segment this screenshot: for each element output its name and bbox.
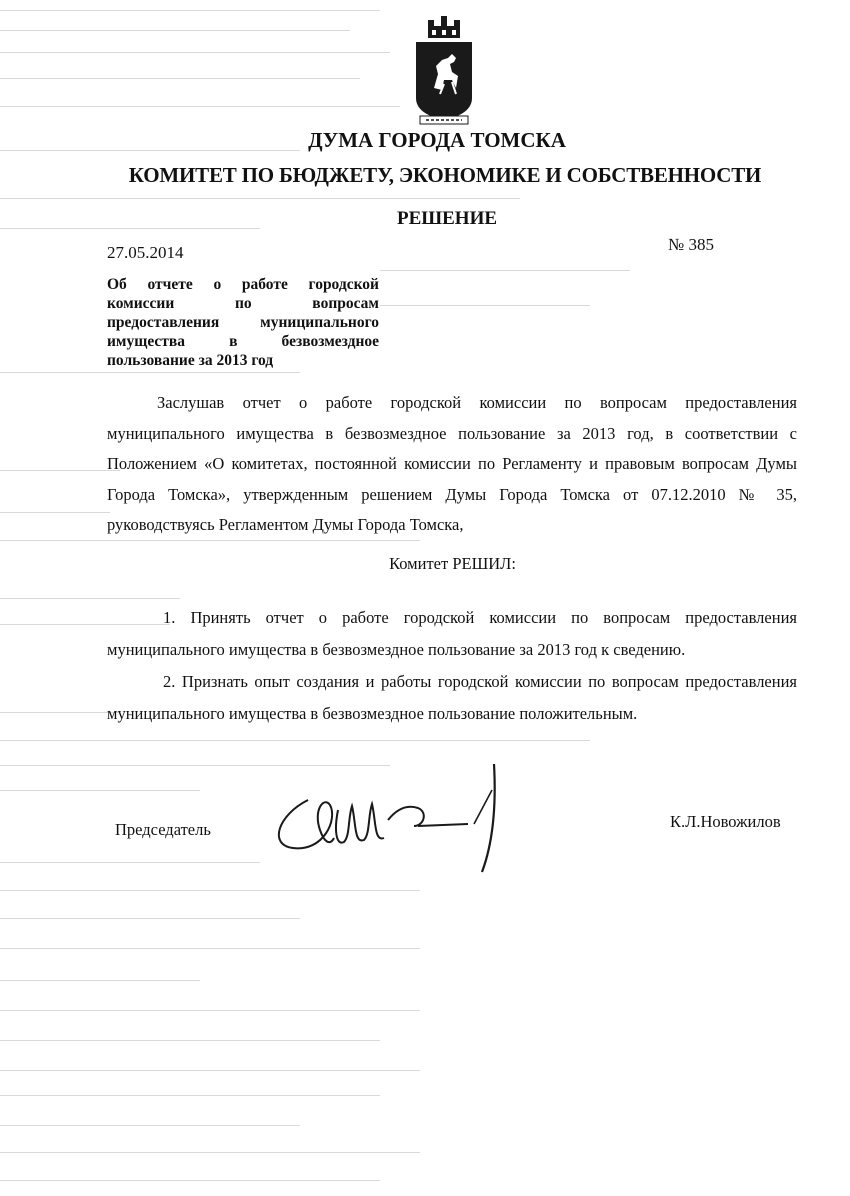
- decided-heading: [0, 554, 850, 574]
- document-date: 27.05.2014: [107, 243, 184, 262]
- signatory-name: К.Л.Новожилов: [670, 812, 781, 831]
- preamble-paragraph: Заслушав отчет о работе городской комиссии по вопросам предоставления муниципального имущества в безвозмездное пользование за 2013 год, в соответствии с Положением «О комитетах, постоянной комиссии по Регламенту и правовым вопросам Думы Города Томска», утвержденным решением Думы Города Томска от 07.12.2010 № 35, руководствуясь Регламентом Думы Города Томска,: [107, 393, 797, 534]
- document-subject: Об отчете о работе городской комиссии по вопросам предоставления муниципального имущества в безвозмездное пользование за 2013 год: [107, 276, 379, 369]
- decided-label: Комитет РЕШИЛ:: [389, 554, 516, 573]
- decision-item-2: 2. Признать опыт создания и работы городской комиссии по вопросам предоставления муниципального имущества в безвозмездное пользование положительным.: [107, 672, 797, 723]
- council-name: ДУМА ГОРОДА ТОМСКА: [308, 128, 566, 152]
- decision-item-1: 1. Принять отчет о работе городской комиссии по вопросам предоставления муниципального имущества в безвозмездное пользование за 2013 год к сведению.: [107, 608, 797, 659]
- tomsk-coat-of-arms-icon: [412, 14, 476, 126]
- signatory-title: Председатель: [115, 820, 211, 839]
- committee-name: КОМИТЕТ ПО БЮДЖЕТУ, ЭКОНОМИКЕ И СОБСТВЕННОСТИ: [128, 163, 762, 187]
- document-type: РЕШЕНИЕ: [396, 208, 498, 229]
- handwritten-signature-icon: [268, 760, 508, 880]
- document-number: № 385: [668, 235, 714, 254]
